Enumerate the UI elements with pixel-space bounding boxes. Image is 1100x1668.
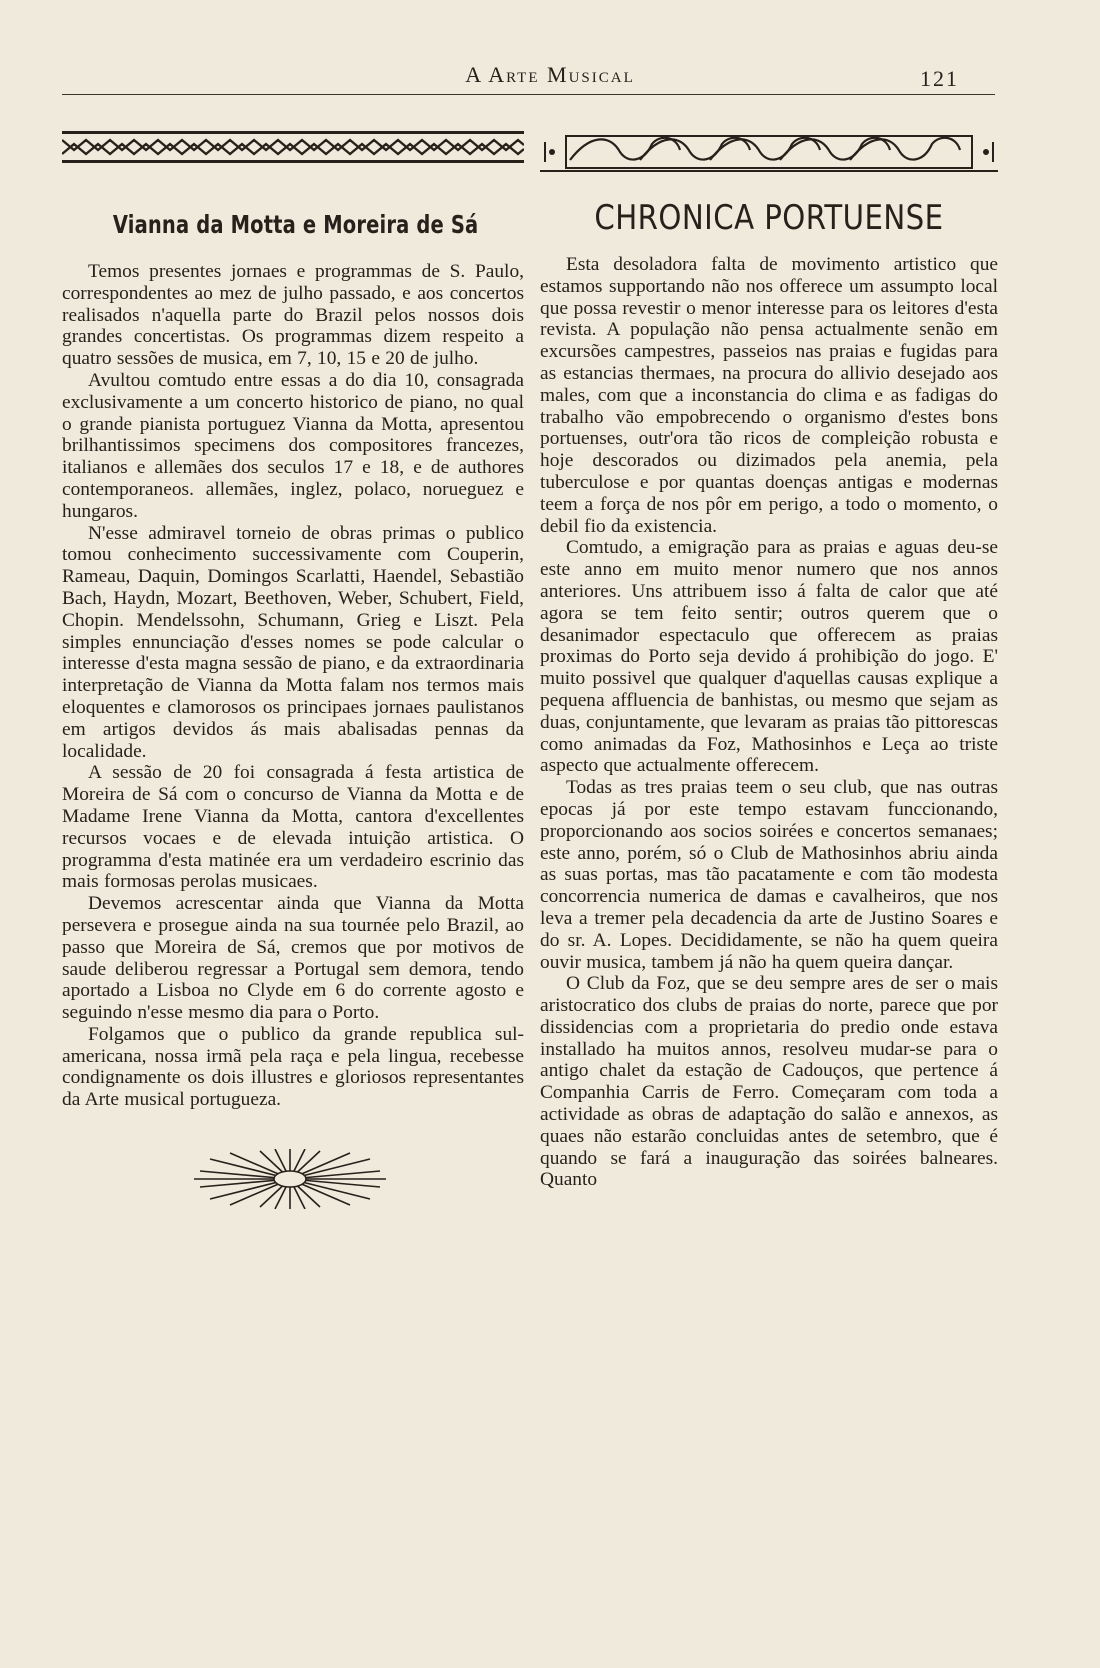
right-article-title: CHRONICA PORTUENSE [594,198,944,238]
left-paragraph: Devemos acrescentar ainda que Vianna da Motta persevera e prosegue ainda na sua tournée pelo Brazil, ao passo que Moreira de Sá, cremos que por motivos de saude deliberou regressar a Portugal sem demora, tendo aportado a Lisboa no Clyde em 6 do corrente agosto e seguindo n'esse mesmo dia para o Porto. [62,893,524,1024]
right-paragraph: Esta desoladora falta de movimento artistico que estamos supportando não nos offerece um assumpto local que possa revestir o menor interesse para os leitores d'esta revista. A população não pensa actualmente senão em excursões campestres, passeios nas praias e fugidas para as estancias thermaes, na procura do allivio desejado aos males, com que a inconstancia do clima e as fadigas do trabalho vão empobrecendo o organismo d'estes bons portuenses, outr'ora tão ricos de compleição robusta e hoje descorados ou dizimados pela anemia, pela tuberculose e por quantas doenças antigas e modernas teem a força de nos pôr em perigo, a todo o momento, o debil fio da existencia. [540,254,998,537]
fan-fleuron-ornament [190,1149,390,1209]
page-number: 121 [920,66,959,91]
right-column [540,130,998,1191]
left-article-title: Vianna da Motta e Moreira de Sá [112,210,479,239]
left-paragraph: N'esse admiravel torneio de obras primas o publico tomou conhecimento successivamente com Couperin, Rameau, Daquin, Domingos Scarlatti, Haendel, Sebastião Bach, Haydn, Mozart, Beethoven, Weber, Schubert, Field, Chopin. Mendelssohn, Schumann, Grieg e Liszt. Pela simples ennunciação d'esses nomes se pode calcular o interesse d'esta magna sessão de piano, e da extraordinaria interpretação de Vianna da Motta falam nos termos mais eloquentes e clamorosos os principaes jornaes paulistanos em artigos devidos ás mais abalisadas pennas da localidade. [62,522,524,762]
left-paragraph: Folgamos que o publico da grande republica sul-americana, nossa irmã pela raça e pela lingua, recebesse condignamente os dois illustres e gloriosos representantes da Arte musical portugueza. [62,1023,524,1111]
left-paragraph: Temos presentes jornaes e programmas de S. Paulo, correspondentes ao mez de julho passado, e aos concertos realisados n'aquella parte do Brazil pelos nossos dois grandes concertistas. Os programmas dizem respeito a quatro sessões de musica, em 7, 10, 15 e 20 de julho. [62,261,524,370]
running-header-title: A Arte Musical [465,62,635,87]
right-paragraph: Comtudo, a emigração para as praias e aguas deu-se este anno em muito menor numero que nos annos anteriores. Uns attribuem isso á falta de calor que até agora se tem feito sentir; outros querem que o desanimador espectaculo que offerecem as praias proximas do Porto seja devido á prohibição do jogo. E' muito possivel que qualquer d'aquellas causas explique a pequena affluencia de banhistas, ou mesmo que sejam as duas, conjuntamente, que levaram as praias tão pittorescas como animadas da Foz, Mathosinhos e Leça ao triste aspecto que actualmente offerecem. [540,537,998,777]
right-paragraph: Todas as tres praias teem o seu club, que nas outras epocas já por este tempo estavam funccionando, proporcionando aos socios soirées e concertos semanaes; este anno, porém, só o Club de Mathosinhos abriu ainda as suas portas, mas tão pacatamente e com tão modesta concorrencia numerica de damas e cavalheiros, que nos leva a tremer pela decadencia da arte de Justino Soares e do sr. A. Lopes. Decididamente, se não ha quem queira ouvir musica, tambem já não ha quem queira dançar. [540,777,998,973]
scroll-ornament-band [540,130,998,174]
left-article-body [62,261,524,1111]
zigzag-ornament-band [62,130,524,164]
header-rule [62,94,995,95]
left-paragraph: A sessão de 20 foi consagrada á festa artistica de Moreira de Sá com o concurso de Vianna da Motta e de Madame Irene Vianna da Motta, cantora d'excellentes recursos vocaes e de elevada intuição artistica. O programma d'esta matinée era um verdadeiro escrinio das mais formosas perolas musicaes. [62,762,524,893]
right-article-body [540,254,998,1191]
right-paragraph: O Club da Foz, que se deu sempre ares de ser o mais aristocratico dos clubs de praias do norte, parece que por dissidencias com a proprietaria do predio onde estava installado ha muitos annos, resolveu mudar-se para o antigo chalet da estação de Cadouços, que pertence á Companhia Carris de Ferro. Começaram com toda a actividade as obras de adaptação do salão e annexos, as quaes não estarão concluidas antes de setembro, que é quando se fará a inauguração das soirées balneares. Quanto [540,973,998,1191]
left-paragraph: Avultou comtudo entre essas a do dia 10, consagrada exclusivamente a um concerto historico de piano, no qual o grande pianista portuguez Vianna da Motta, apresentou brilhantissimos specimens dos compositores francezes, italianos e allemães dos seculos 17 e 18, e de authores contemporaneos. allemães, inglez, polaco, norueguez e hungaros. [62,369,524,522]
left-column [62,130,524,1214]
